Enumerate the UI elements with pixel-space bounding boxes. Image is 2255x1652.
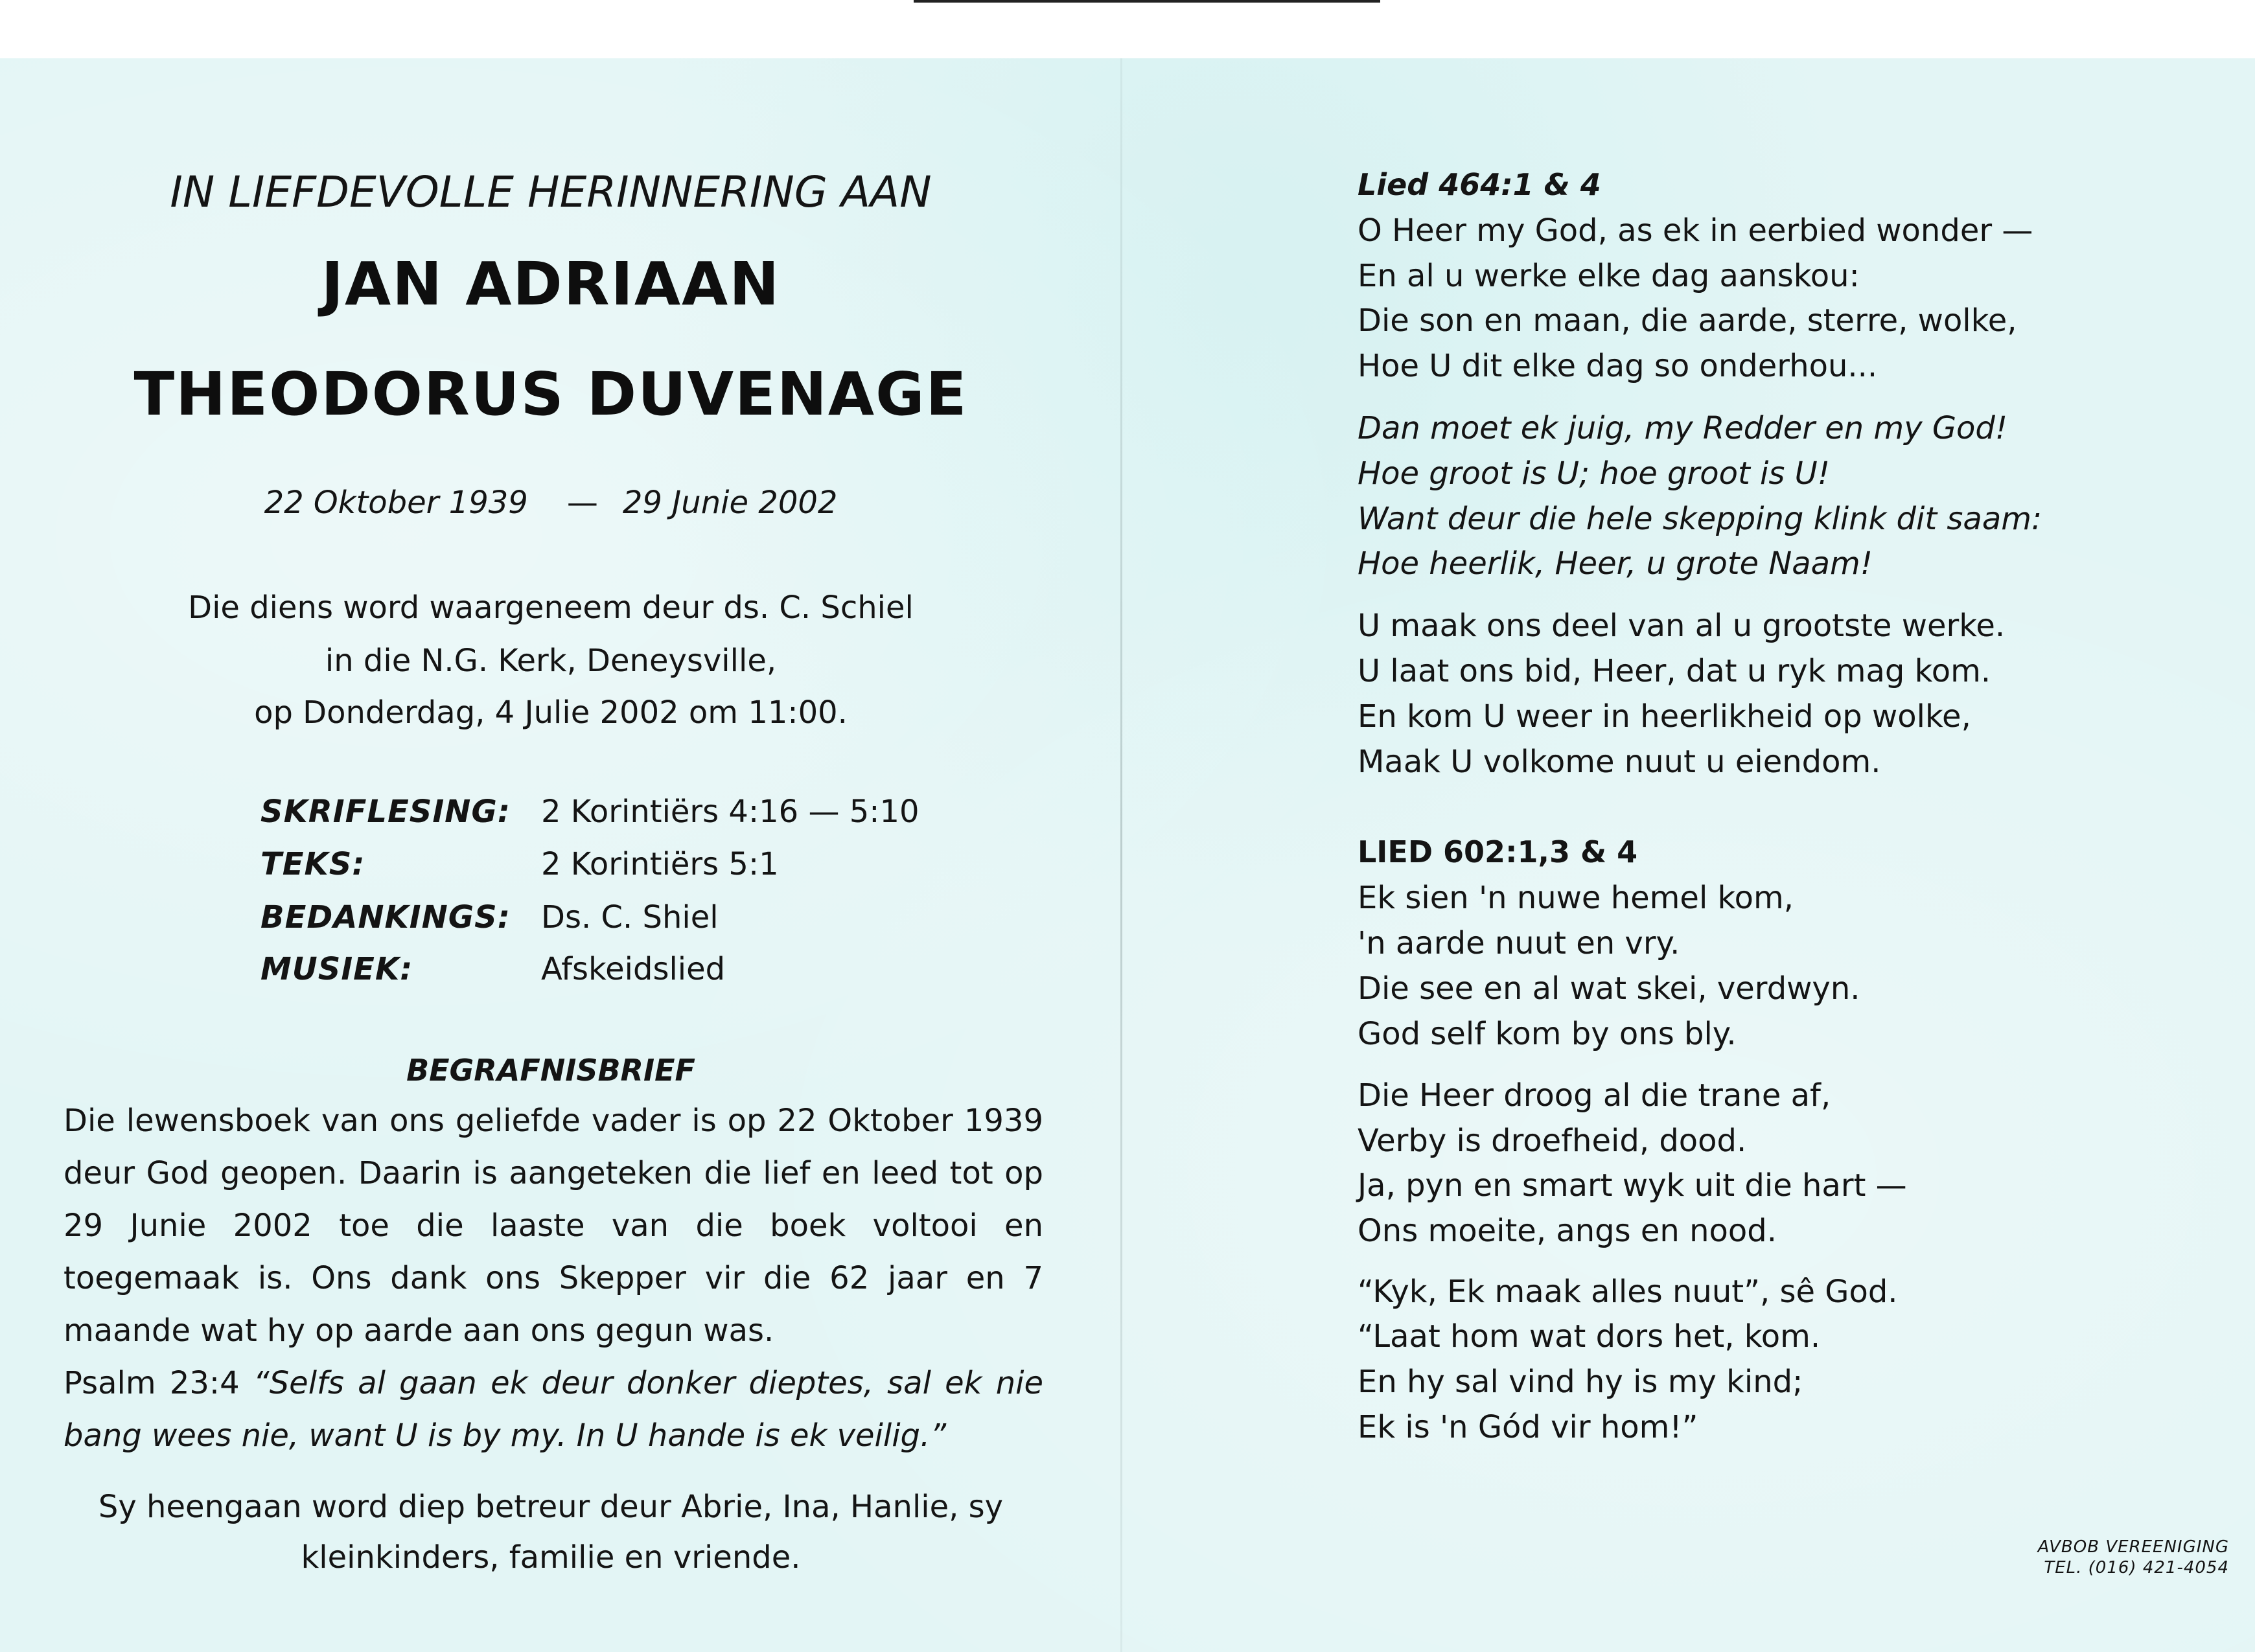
program-label-teks: TEKS: bbox=[260, 846, 365, 882]
service-line-church: in die N.G. Kerk, Deneysville, bbox=[325, 643, 777, 679]
funeral-provider-footer bbox=[1983, 1537, 2229, 1578]
hymn1-line: Maak U volkome nuut u eiendom. bbox=[1358, 744, 1881, 780]
date-separator: — bbox=[566, 485, 598, 521]
scan-edge-line bbox=[914, 0, 1380, 3]
program-label-musiek: MUSIEK: bbox=[260, 951, 413, 987]
letter-heading: BEGRAFNISBRIEF bbox=[406, 1053, 695, 1088]
hymn2-title: LIED 602:1,3 & 4 bbox=[1358, 834, 1638, 869]
psalm-reference: Psalm 23:4 bbox=[64, 1365, 240, 1401]
hymn1-chorus-line: Dan moet ek juig, my Redder en my God! bbox=[1358, 410, 2008, 446]
card-fold-line bbox=[1120, 58, 1122, 1652]
hymn1-chorus-line: Want deur die hele skepping klink dit saam: bbox=[1358, 501, 2042, 537]
hymn2-line: Die Heer droog al die trane af, bbox=[1358, 1077, 1831, 1114]
closing-line2: kleinkinders, familie en vriende. bbox=[301, 1539, 801, 1576]
program-value-bedankings: Ds. C. Shiel bbox=[541, 899, 719, 935]
psalm-quote: “Selfs al gaan ek deur donker dieptes, sal ek nie bang wees nie, want U is by my. In U hande is ek veilig.” bbox=[64, 1365, 1043, 1454]
hymn1-line: U laat ons bid, Heer, dat u ryk mag kom. bbox=[1358, 653, 1991, 689]
program-value-musiek: Afskeidslied bbox=[541, 951, 726, 987]
hymn2-line: “Laat hom wat dors het, kom. bbox=[1358, 1318, 1821, 1355]
death-date: 29 Junie 2002 bbox=[622, 485, 838, 521]
birth-date: 22 Oktober 1939 bbox=[264, 485, 528, 521]
hymn2-line: Verby is droefheid, dood. bbox=[1358, 1123, 1747, 1159]
hymn2-line: Ek sien 'n nuwe hemel kom, bbox=[1358, 880, 1794, 916]
hymn2-line: Ons moeite, angs en nood. bbox=[1358, 1213, 1777, 1249]
intro-heading: IN LIEFDEVOLLE HERINNERING AAN bbox=[170, 167, 932, 217]
hymn2-line: Ja, pyn en smart wyk uit die hart — bbox=[1358, 1167, 1907, 1204]
letter-paragraph: Die lewensboek van ons geliefde vader is op 22 Oktober 1939 deur God geopen. Daarin is aangeteken die lief en leed tot op 29 Junie 2002 toe die laaste van die boek voltooi en toegemaak is. Ons dank ons Skepper vir die 62 jaar en 7 maande wat hy op aarde aan ons gegun was. bbox=[64, 1103, 1043, 1349]
hymn1-line: U maak ons deel van al u grootste werke. bbox=[1358, 608, 2006, 644]
letter-body bbox=[64, 1095, 1043, 1462]
hymn1-line: O Heer my God, as ek in eerbied wonder — bbox=[1358, 212, 2033, 249]
hymn1-line: En kom U weer in heerlikheid op wolke, bbox=[1358, 698, 1971, 735]
hymn1-chorus-line: Hoe groot is U; hoe groot is U! bbox=[1358, 455, 1830, 492]
hymn2-line: Ek is 'n Gód vir hom!” bbox=[1358, 1409, 1698, 1445]
deceased-name-line2: THEODORUS DUVENAGE bbox=[133, 360, 968, 429]
hymn2-line: En hy sal vind hy is my kind; bbox=[1358, 1364, 1803, 1400]
hymn1-title: Lied 464:1 & 4 bbox=[1358, 167, 1601, 202]
hymn2-line: God self kom by ons bly. bbox=[1358, 1016, 1737, 1052]
hymn1-line: En al u werke elke dag aanskou: bbox=[1358, 258, 1860, 294]
hymn2-line: “Kyk, Ek maak alles nuut”, sê God. bbox=[1358, 1274, 1898, 1310]
provider-phone: TEL. (016) 421-4054 bbox=[2044, 1558, 2229, 1577]
psalm-verse bbox=[64, 1357, 1043, 1462]
program-value-skriflesing: 2 Korintiërs 4:16 — 5:10 bbox=[541, 794, 919, 830]
provider-name: AVBOB VEREENIGING bbox=[2037, 1537, 2229, 1557]
service-line-officiant: Die diens word waargeneem deur ds. C. Schiel bbox=[188, 590, 914, 626]
hymn2-line: 'n aarde nuut en vry. bbox=[1358, 925, 1680, 961]
life-dates bbox=[0, 485, 1102, 521]
program-label-bedankings: BEDANKINGS: bbox=[260, 899, 511, 935]
service-line-datetime: op Donderdag, 4 Julie 2002 om 11:00. bbox=[254, 694, 848, 731]
hymn1-chorus-line: Hoe heerlik, Heer, u grote Naam! bbox=[1358, 545, 1873, 582]
hymn1-line: Hoe U dit elke dag so onderhou... bbox=[1358, 348, 1878, 384]
hymn2-line: Die see en al wat skei, verdwyn. bbox=[1358, 970, 1860, 1007]
closing-line1: Sy heengaan word diep betreur deur Abrie, Ina, Hanlie, sy bbox=[98, 1489, 1004, 1525]
program-label-skriflesing: SKRIFLESING: bbox=[260, 794, 511, 830]
program-value-teks: 2 Korintiërs 5:1 bbox=[541, 846, 779, 882]
hymn1-line: Die son en maan, die aarde, sterre, wolke, bbox=[1358, 303, 2017, 339]
deceased-name-line1: JAN ADRIAAN bbox=[321, 249, 781, 319]
